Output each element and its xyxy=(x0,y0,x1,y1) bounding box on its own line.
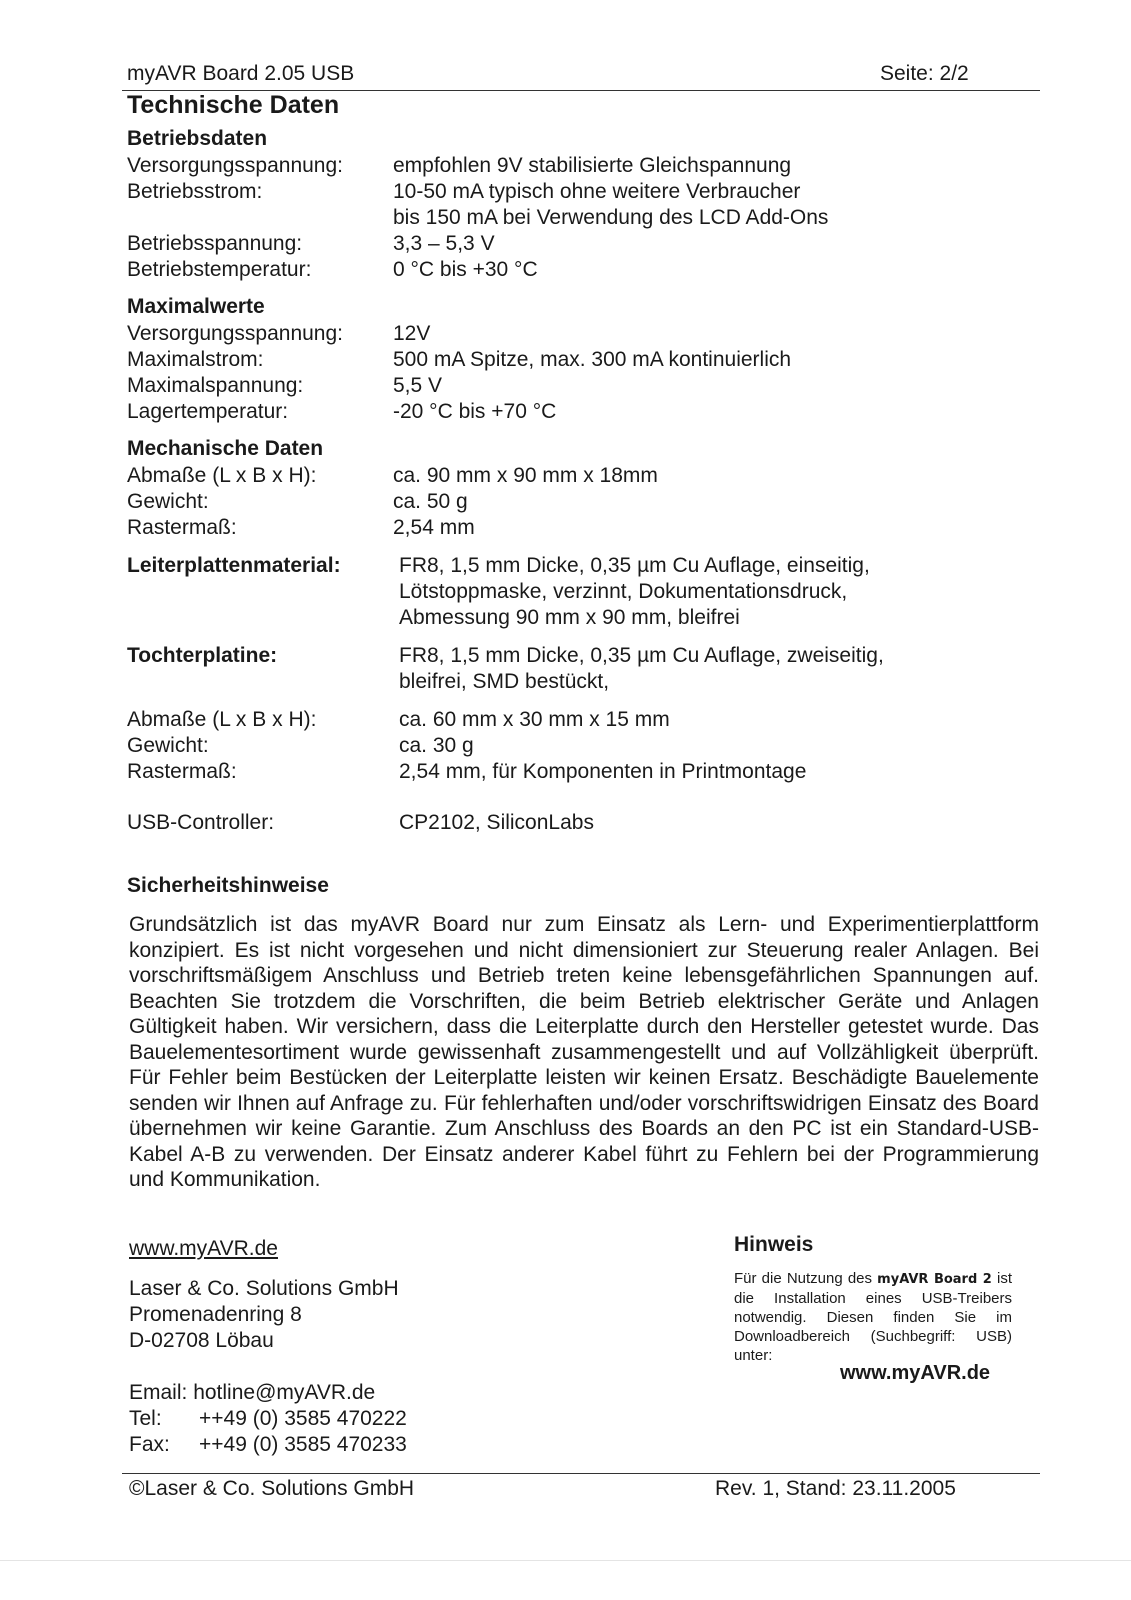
section-heading-maximalwerte: Maximalwerte xyxy=(127,295,265,318)
hint-product-name: myAVR Board 2 xyxy=(877,1272,992,1287)
website-link[interactable]: www.myAVR.de xyxy=(129,1237,278,1260)
city-address: D-02708 Löbau xyxy=(129,1329,274,1352)
spec-value: 2,54 mm xyxy=(393,516,475,539)
spec-value: 2,54 mm, für Komponenten in Printmontage xyxy=(399,760,807,783)
footer-revision: Rev. 1, Stand: 23.11.2005 xyxy=(715,1477,956,1500)
hint-heading: Hinweis xyxy=(734,1233,814,1256)
spec-label: Abmaße (L x B x H): xyxy=(127,708,317,731)
company-name: Laser & Co. Solutions GmbH xyxy=(129,1277,399,1300)
spec-value: bis 150 mA bei Verwendung des LCD Add-Ons xyxy=(393,206,829,229)
spec-label: Versorgungsspannung: xyxy=(127,154,343,177)
fax-number: ++49 (0) 3585 470233 xyxy=(199,1433,407,1456)
contact-block xyxy=(129,1380,407,1458)
tel-number: ++49 (0) 3585 470222 xyxy=(199,1407,407,1430)
section-heading-betriebsdaten: Betriebsdaten xyxy=(127,127,268,150)
hint-text-after: ist die Installation eines USB-Treibers notwendig. Diesen finden Sie im Downloadbereich (Suchbegriff: USB) unter: xyxy=(734,1270,1012,1364)
spec-label: Betriebsspannung: xyxy=(127,232,303,255)
spec-label: Maximalspannung: xyxy=(127,374,304,397)
spec-value: CP2102, SiliconLabs xyxy=(399,811,594,834)
spec-label: Abmaße (L x B x H): xyxy=(127,464,317,487)
spec-value: FR8, 1,5 mm Dicke, 0,35 µm Cu Auflage, zweiseitig, xyxy=(399,644,884,667)
header-product: myAVR Board 2.05 USB xyxy=(127,62,355,85)
scan-edge-line xyxy=(0,1560,1131,1561)
spec-label: Betriebstemperatur: xyxy=(127,258,312,281)
spec-value: ca. 30 g xyxy=(399,734,474,757)
spec-value: ca. 60 mm x 30 mm x 15 mm xyxy=(399,708,670,731)
section-heading-tochterplatine: Tochterplatine: xyxy=(127,644,278,667)
page-title: Technische Daten xyxy=(127,91,340,119)
spec-value: 12V xyxy=(393,322,431,345)
hint-website-link[interactable]: www.myAVR.de xyxy=(840,1362,991,1384)
section-heading-sicherheitshinweise: Sicherheitshinweise xyxy=(127,874,329,897)
spec-label: Rastermaß: xyxy=(127,760,237,783)
tel-label: Tel: xyxy=(129,1407,162,1430)
footer-copyright: ©Laser & Co. Solutions GmbH xyxy=(129,1477,415,1500)
spec-value: empfohlen 9V stabilisierte Gleichspannung xyxy=(393,154,792,177)
spec-label: Rastermaß: xyxy=(127,516,237,539)
footer-divider xyxy=(122,1473,1040,1474)
header-page-number: Seite: 2/2 xyxy=(880,62,969,85)
address-block xyxy=(129,1276,399,1354)
spec-value: ca. 90 mm x 90 mm x 18mm xyxy=(393,464,658,487)
spec-value: Abmessung 90 mm x 90 mm, bleifrei xyxy=(399,606,740,629)
spec-value: 5,5 V xyxy=(393,374,443,397)
spec-value: 3,3 – 5,3 V xyxy=(393,232,495,255)
spec-label: Maximalstrom: xyxy=(127,348,264,371)
spec-label: USB-Controller: xyxy=(127,811,275,834)
hint-text-before: Für die Nutzung des xyxy=(734,1270,878,1287)
spec-label: Gewicht: xyxy=(127,734,209,757)
fax-label: Fax: xyxy=(129,1433,170,1456)
spec-value: 10-50 mA typisch ohne weitere Verbraucher xyxy=(393,180,801,203)
street-address: Promenadenring 8 xyxy=(129,1303,302,1326)
safety-paragraph: Grundsätzlich ist das myAVR Board nur zum Einsatz als Lern- und Experimentierplattform konzipiert. Es ist nicht vorgesehen und nicht dimensioniert zur Steuerung realer Anlagen. Bei vorschriftsmäßigem Anschluss und Betrieb treten keine lebensgefährlichen Spannungen auf. Beachten Sie trotzdem die Vorschriften, die beim Betrieb elektrischer Geräte und Anlagen Gültigkeit haben. Wir versichern, dass die Leiterplatte durch den Hersteller getestet wurde. Das Bauelementesortiment wurde gewissenhaft zusammengestellt und auf Vollzähligkeit überprüft. Für Fehler beim Bestücken der Leiterplatte leisten wir keinen Ersatz. Beschädigte Bauelemente senden wir Ihnen auf Anfrage zu. Für fehlerhaften und/oder vorschriftswidrigen Einsatz des Board übernehmen wir keine Garantie. Zum Anschluss des Boards an den PC ist ein Standard-USB-Kabel A-B zu verwenden. Der Einsatz anderer Kabel führt zu Fehlern bei der Programmierung und Kommunikation. xyxy=(129,913,1039,1191)
spec-label: Versorgungsspannung: xyxy=(127,322,343,345)
email-label: Email: xyxy=(129,1381,188,1404)
email-address[interactable]: hotline@myAVR.de xyxy=(193,1381,376,1404)
section-heading-mechanische-daten: Mechanische Daten xyxy=(127,437,324,460)
section-heading-leiterplattenmaterial: Leiterplattenmaterial: xyxy=(127,554,341,577)
spec-value: -20 °C bis +70 °C xyxy=(393,400,557,423)
spec-value: bleifrei, SMD bestückt, xyxy=(399,670,610,693)
spec-label: Gewicht: xyxy=(127,490,209,513)
spec-value: FR8, 1,5 mm Dicke, 0,35 µm Cu Auflage, einseitig, xyxy=(399,554,870,577)
hint-text xyxy=(734,1269,1012,1365)
spec-value: 0 °C bis +30 °C xyxy=(393,258,538,281)
spec-value: 500 mA Spitze, max. 300 mA kontinuierlich xyxy=(393,348,792,371)
spec-value: Lötstoppmaske, verzinnt, Dokumentationsdruck, xyxy=(399,580,848,603)
spec-label: Lagertemperatur: xyxy=(127,400,289,423)
spec-value: ca. 50 g xyxy=(393,490,468,513)
spec-label: Betriebsstrom: xyxy=(127,180,263,203)
